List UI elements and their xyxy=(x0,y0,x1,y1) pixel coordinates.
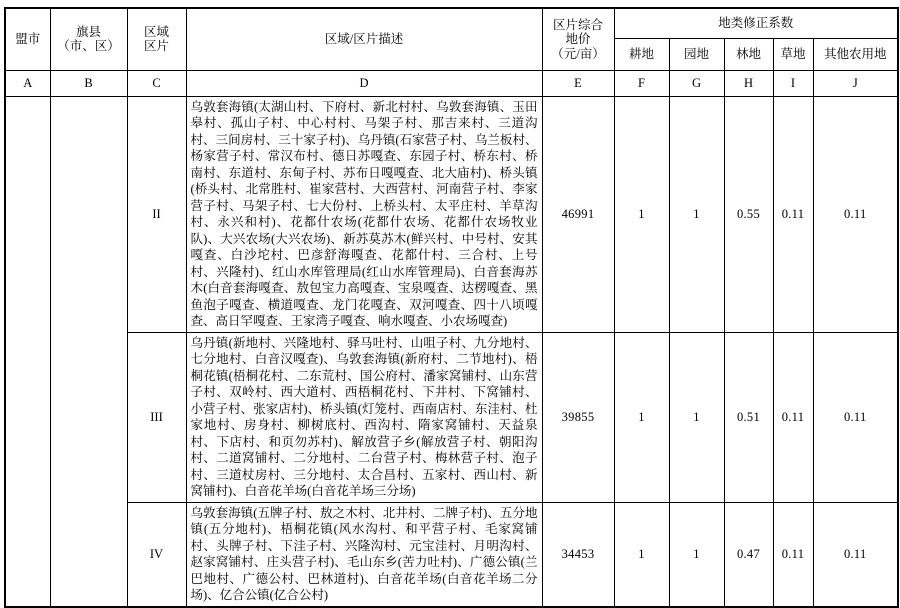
row-iii-grass-coef: 0.11 xyxy=(773,332,813,502)
row-iv-other-coef: 0.11 xyxy=(813,502,898,607)
header-county xyxy=(50,8,127,70)
row-iii-description: 乌丹镇(新地村、兴隆地村、驿马吐村、山咀子村、九分地村、七分地村、白音汉嘎查)、乌敦套海镇(新府村、二节地村)、梧桐花镇(梧桐花村、二东荒村、国公府村、潘家窝铺村、山东营子村、双岭村、西大道村、西梧桐花村、下井村、下窝铺村、小营子村、张家店村)、桥头镇(灯笼村、西南店村、东洼村、杜家地村、房身村、柳树底村、西沟村、隋家窝铺村、天益泉村、下店村、和页勿苏村)、解放营子乡(解放营子村、朝阳沟村、二道窝铺村、二分地村、二台营子村、梅林营子村、泡子村、三道杖房村、三分地村、太合昌村、五家村、西山村、新窝铺村)、白音花羊场(白音花羊场三分场) xyxy=(186,332,542,502)
header-grass: 草地 xyxy=(773,38,813,70)
row-ii-other-coef: 0.11 xyxy=(813,96,898,332)
header-zone-line2: 区片 xyxy=(143,39,169,54)
header-forest: 林地 xyxy=(724,38,773,70)
column-letter-e: E xyxy=(542,70,614,96)
header-zone-line1: 区域 xyxy=(143,24,169,39)
header-zone xyxy=(127,8,186,70)
column-letter-j: J xyxy=(813,70,898,96)
header-farmland: 耕地 xyxy=(614,38,669,70)
row-ii-zone: II xyxy=(127,96,186,332)
column-letter-g: G xyxy=(669,70,724,96)
header-other-agricultural: 其他农用地 xyxy=(813,38,898,70)
row-ii-price: 46991 xyxy=(542,96,614,332)
row-ii-forest-coef: 0.55 xyxy=(724,96,773,332)
row-iv-price: 34453 xyxy=(542,502,614,607)
row-iv-forest-coef: 0.47 xyxy=(724,502,773,607)
row-iii-garden-coef: 1 xyxy=(669,332,724,502)
row-ii-garden-coef: 1 xyxy=(669,96,724,332)
header-garden: 园地 xyxy=(669,38,724,70)
row-iv-description: 乌敦套海镇(五牌子村、敖之木村、北井村、二牌子村)、五分地镇(五分地村)、梧桐花镇(风水沟村、和平营子村、毛家窝铺村、头牌子村、下洼子村、兴隆沟村、元宝洼村、月明沟村、赵家窝铺村、庄头营子村)、毛山东乡(苦力吐村)、广德公镇(兰巴地村、广德公村、巴林道村)、白音花羊场(白音花羊场二分场)、亿合公镇(亿合公村) xyxy=(186,502,542,607)
header-league-city-label: 盟市 xyxy=(15,32,41,46)
column-letter-a: A xyxy=(5,70,50,96)
column-letter-b: B xyxy=(50,70,127,96)
row-iii-price: 39855 xyxy=(542,332,614,502)
header-price-line3: （元/亩） xyxy=(551,46,605,61)
header-description-label: 区域/区片描述 xyxy=(324,32,404,46)
header-price xyxy=(542,8,614,70)
row-iii-forest-coef: 0.51 xyxy=(724,332,773,502)
cell-county-empty xyxy=(50,96,127,607)
column-letter-d: D xyxy=(186,70,542,96)
header-description xyxy=(186,8,542,70)
row-iv-farmland-coef: 1 xyxy=(614,502,669,607)
row-iv-zone: IV xyxy=(127,502,186,607)
header-county-line2: （市、区） xyxy=(57,39,120,54)
row-iv-garden-coef: 1 xyxy=(669,502,724,607)
header-league-city xyxy=(5,8,50,70)
column-letter-c: C xyxy=(127,70,186,96)
header-price-line2: 地价 xyxy=(565,32,591,46)
row-ii-farmland-coef: 1 xyxy=(614,96,669,332)
row-ii-description: 乌敦套海镇(太湖山村、下府村、新北村村、乌敦套海镇、玉田皋村、孤山子村、中心村村、马架子村、那吉来村、三道沟村、三间房村、三十家子村)、乌丹镇(石家营子村、乌兰板村、杨家营子村、常汉布村、德日苏嘎查、东园子村、桥东村、桥南村、东道村、东甸子村、苏布日嘎嘎查、北大庙村)、桥头镇(桥头村、北常胜村、崔家营村、大西营村、河南营子村、李家营子村、马架子村、七大份村、上桥头村、太平庄村、羊草沟村、永兴和村)、花都什农场(花都什农场、花都什农场牧业队)、大兴农场(大兴农场)、新苏莫苏木(鲜兴村、中号村、安其嘎查、白沙坨村、巴彦舒海嘎查、花都什村、三合村、上号村、兴隆村)、红山水库管理局(红山水库管理局)、白音套海苏木(白音套海嘎查、敖包宝力高嘎查、宝泉嘎查、达楞嘎查、黑鱼泡子嘎查、横道嘎查、龙门花嘎查、双河嘎查、四十八顷嘎查、高日罕嘎查、王家湾子嘎查、响水嘎查、小农场嘎查) xyxy=(186,96,542,332)
column-letter-h: H xyxy=(724,70,773,96)
row-iii-farmland-coef: 1 xyxy=(614,332,669,502)
row-iii-zone: III xyxy=(127,332,186,502)
land-price-table xyxy=(4,7,899,608)
row-iii-other-coef: 0.11 xyxy=(813,332,898,502)
column-letter-f: F xyxy=(614,70,669,96)
header-county-line1: 旗县 xyxy=(75,24,101,39)
column-letter-i: I xyxy=(773,70,813,96)
header-coefficient-group: 地类修正系数 xyxy=(614,8,898,38)
header-price-line1: 区片综合 xyxy=(552,17,603,32)
row-iv-grass-coef: 0.11 xyxy=(773,502,813,607)
row-ii-grass-coef: 0.11 xyxy=(773,96,813,332)
cell-league-city-empty xyxy=(5,96,50,607)
